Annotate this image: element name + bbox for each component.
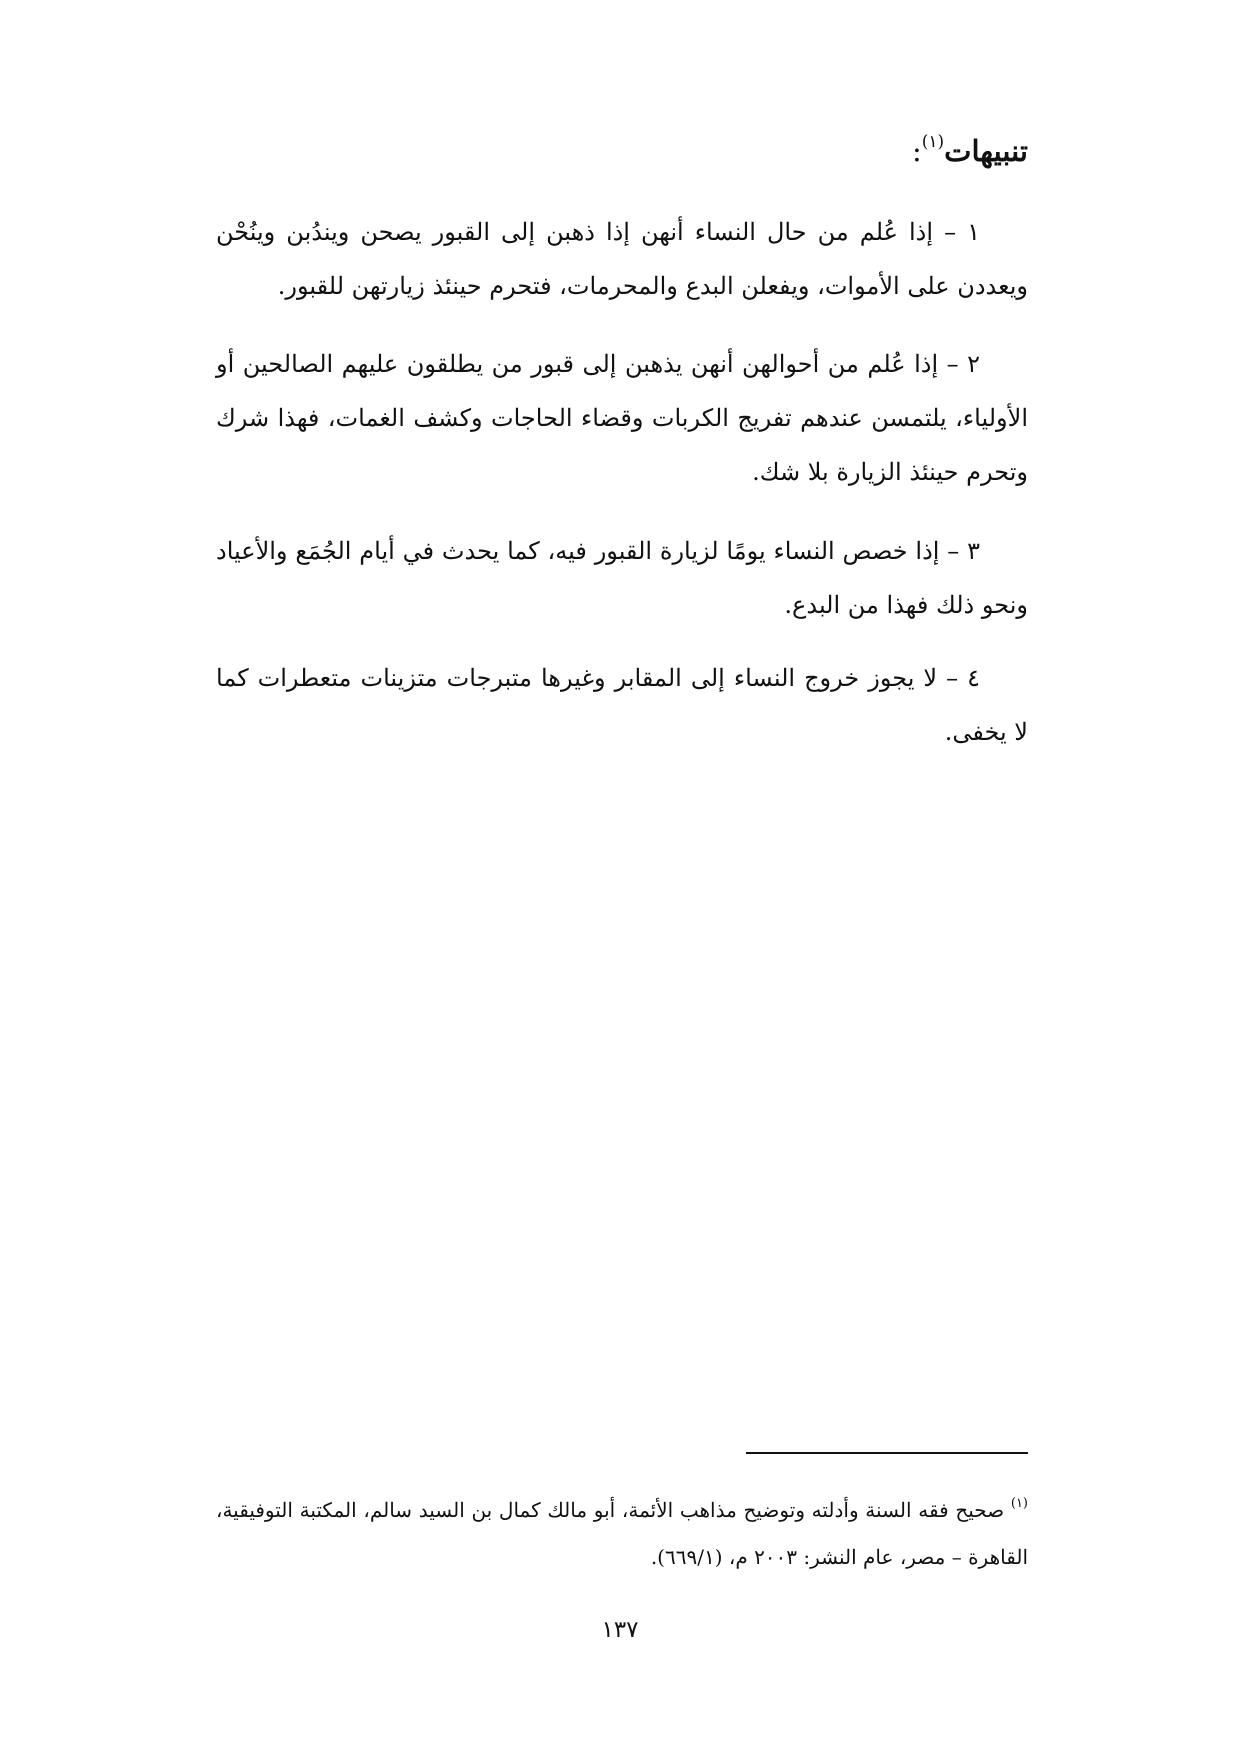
footnote-reference: (١): [921, 132, 945, 152]
paragraph-1: [216, 205, 1028, 313]
paragraph-text: ٤ – لا يجوز خروج النساء إلى المقابر وغيرها متبرجات متزينات متعطرات كما لا يخفى.: [216, 664, 1028, 746]
heading-colon: :: [911, 134, 922, 168]
section-heading: [912, 118, 1028, 175]
page-number: ١٣٧: [601, 1617, 639, 1643]
footnote-divider: [746, 1452, 1028, 1454]
paragraph-text: ١ – إذا عُلم من حال النساء أنهن إذا ذهبن إلى القبور يصحن ويندُبن وينُحْن ويعددن على الأموات، ويفعلن البدع والمحرمات، فتحرم حينئذ زيارتهن للقبور.: [216, 218, 1028, 300]
paragraph-3: [216, 524, 1028, 632]
heading-title: تنبيهات: [944, 134, 1028, 168]
paragraph-4: [216, 651, 1028, 759]
paragraph-text: ٢ – إذا عُلم من أحوالهن أنهن يذهبن إلى قبور من يطلقون عليهم الصالحين أو الأولياء، يلتمسن عندهم تفريج الكربات وقضاء الحاجات وكشف الغمات، فهذا شرك وتحرم حينئذ الزيارة بلا شك.: [216, 350, 1028, 486]
paragraph-text: ٣ – إذا خصص النساء يومًا لزيارة القبور فيه، كما يحدث في أيام الجُمَع والأعياد ونحو ذلك فهذا من البدع.: [216, 537, 1028, 619]
footnote: [216, 1480, 1028, 1581]
footnote-text: صحيح فقه السنة وأدلته وتوضيح مذاهب الأئمة، أبو مالك كمال بن السيد سالم، المكتبة التوفيقية، القاهرة – مصر، عام النشر: ٢٠٠٣ م، (٦٦٩/١).: [216, 1498, 1028, 1569]
paragraph-2: [216, 337, 1028, 499]
footnote-marker: (١): [1010, 1496, 1028, 1511]
